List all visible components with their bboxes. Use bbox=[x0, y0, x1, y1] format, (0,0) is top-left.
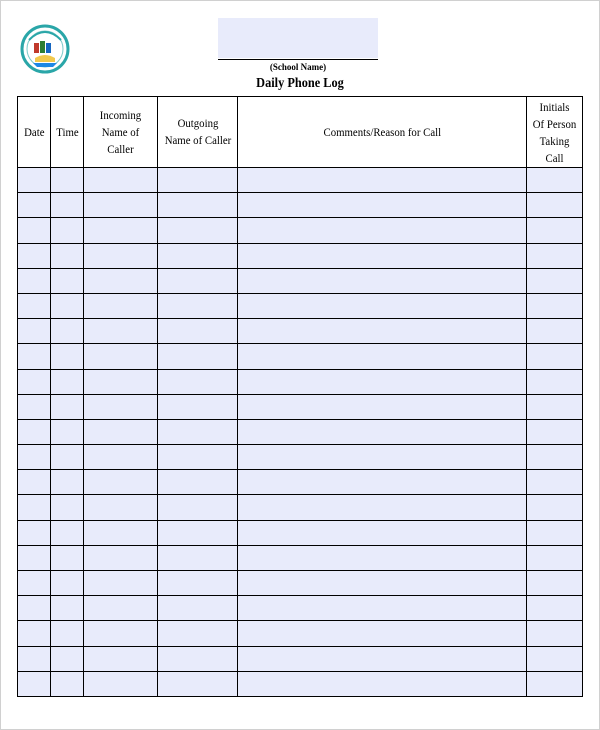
incoming-caller-cell[interactable] bbox=[84, 419, 158, 444]
comments-cell[interactable] bbox=[238, 243, 527, 268]
outgoing-caller-cell[interactable] bbox=[158, 369, 238, 394]
table-row bbox=[18, 243, 583, 268]
incoming-caller-cell[interactable] bbox=[84, 319, 158, 344]
initials-cell[interactable] bbox=[527, 319, 583, 344]
column-header-comments: Comments/Reason for Call bbox=[238, 97, 527, 168]
initials-cell[interactable] bbox=[527, 571, 583, 596]
initials-cell[interactable] bbox=[527, 369, 583, 394]
date-cell[interactable] bbox=[18, 621, 51, 646]
school-name-field[interactable] bbox=[218, 18, 378, 58]
page-title: Daily Phone Log bbox=[256, 76, 344, 91]
date-cell[interactable] bbox=[18, 646, 51, 671]
outgoing-caller-cell[interactable] bbox=[158, 243, 238, 268]
date-cell[interactable] bbox=[18, 394, 51, 419]
date-cell[interactable] bbox=[18, 193, 51, 218]
table-row bbox=[18, 319, 583, 344]
incoming-caller-cell[interactable] bbox=[84, 369, 158, 394]
comments-cell[interactable] bbox=[238, 520, 527, 545]
date-cell[interactable] bbox=[18, 520, 51, 545]
outgoing-caller-cell[interactable] bbox=[158, 445, 238, 470]
comments-cell[interactable] bbox=[238, 571, 527, 596]
time-cell[interactable] bbox=[51, 319, 84, 344]
outgoing-caller-cell[interactable] bbox=[158, 419, 238, 444]
date-cell[interactable] bbox=[18, 319, 51, 344]
table-row bbox=[18, 596, 583, 621]
comments-cell[interactable] bbox=[238, 293, 527, 318]
comments-cell[interactable] bbox=[238, 495, 527, 520]
table-row bbox=[18, 293, 583, 318]
time-cell[interactable] bbox=[51, 646, 84, 671]
outgoing-caller-cell[interactable] bbox=[158, 293, 238, 318]
time-cell[interactable] bbox=[51, 243, 84, 268]
time-cell[interactable] bbox=[51, 193, 84, 218]
time-cell[interactable] bbox=[51, 445, 84, 470]
initials-cell[interactable] bbox=[527, 621, 583, 646]
outgoing-caller-cell[interactable] bbox=[158, 621, 238, 646]
initials-cell[interactable] bbox=[527, 596, 583, 621]
table-row bbox=[18, 394, 583, 419]
incoming-caller-cell[interactable] bbox=[84, 293, 158, 318]
outgoing-caller-cell[interactable] bbox=[158, 596, 238, 621]
time-cell[interactable] bbox=[51, 495, 84, 520]
incoming-caller-cell[interactable] bbox=[84, 545, 158, 570]
time-cell[interactable] bbox=[51, 571, 84, 596]
initials-cell[interactable] bbox=[527, 293, 583, 318]
initials-cell[interactable] bbox=[527, 344, 583, 369]
time-cell[interactable] bbox=[51, 394, 84, 419]
time-cell[interactable] bbox=[51, 671, 84, 696]
incoming-caller-cell[interactable] bbox=[84, 596, 158, 621]
header-row bbox=[18, 97, 583, 168]
comments-cell[interactable] bbox=[238, 445, 527, 470]
outgoing-caller-cell[interactable] bbox=[158, 571, 238, 596]
table-row bbox=[18, 470, 583, 495]
table-row bbox=[18, 344, 583, 369]
incoming-caller-cell[interactable] bbox=[84, 470, 158, 495]
initials-cell[interactable] bbox=[527, 218, 583, 243]
time-cell[interactable] bbox=[51, 520, 84, 545]
comments-cell[interactable] bbox=[238, 419, 527, 444]
initials-cell[interactable] bbox=[527, 646, 583, 671]
initials-cell[interactable] bbox=[527, 545, 583, 570]
date-cell[interactable] bbox=[18, 293, 51, 318]
incoming-caller-cell[interactable] bbox=[84, 646, 158, 671]
outgoing-caller-cell[interactable] bbox=[158, 520, 238, 545]
date-cell[interactable] bbox=[18, 671, 51, 696]
date-cell[interactable] bbox=[18, 470, 51, 495]
outgoing-caller-cell[interactable] bbox=[158, 495, 238, 520]
comments-cell[interactable] bbox=[238, 369, 527, 394]
comments-cell[interactable] bbox=[238, 646, 527, 671]
date-cell[interactable] bbox=[18, 419, 51, 444]
initials-cell[interactable] bbox=[527, 520, 583, 545]
initials-cell[interactable] bbox=[527, 470, 583, 495]
column-header-date: Date bbox=[18, 97, 51, 168]
table-row bbox=[18, 218, 583, 243]
comments-cell[interactable] bbox=[238, 394, 527, 419]
initials-cell[interactable] bbox=[527, 671, 583, 696]
incoming-caller-cell[interactable] bbox=[84, 218, 158, 243]
time-cell[interactable] bbox=[51, 369, 84, 394]
time-cell[interactable] bbox=[51, 621, 84, 646]
table-row bbox=[18, 671, 583, 696]
incoming-caller-cell[interactable] bbox=[84, 243, 158, 268]
outgoing-caller-cell[interactable] bbox=[158, 394, 238, 419]
outgoing-caller-cell[interactable] bbox=[158, 218, 238, 243]
initials-cell[interactable] bbox=[527, 268, 583, 293]
school-name-label: (School Name) bbox=[269, 62, 327, 72]
comments-cell[interactable] bbox=[238, 319, 527, 344]
initials-cell[interactable] bbox=[527, 495, 583, 520]
outgoing-caller-cell[interactable] bbox=[158, 671, 238, 696]
date-cell[interactable] bbox=[18, 495, 51, 520]
table-row bbox=[18, 268, 583, 293]
outgoing-caller-cell[interactable] bbox=[158, 344, 238, 369]
initials-cell[interactable] bbox=[527, 193, 583, 218]
comments-cell[interactable] bbox=[238, 470, 527, 495]
table-row bbox=[18, 545, 583, 570]
incoming-caller-cell[interactable] bbox=[84, 621, 158, 646]
incoming-caller-cell[interactable] bbox=[84, 495, 158, 520]
table-row bbox=[18, 168, 583, 193]
comments-cell[interactable] bbox=[238, 218, 527, 243]
date-cell[interactable] bbox=[18, 168, 51, 193]
column-header-incoming-caller: Incoming Name of Caller bbox=[84, 97, 158, 168]
time-cell[interactable] bbox=[51, 419, 84, 444]
log-rows bbox=[18, 168, 583, 697]
phone-log-table bbox=[17, 96, 583, 697]
incoming-caller-cell[interactable] bbox=[84, 445, 158, 470]
date-cell[interactable] bbox=[18, 243, 51, 268]
initials-cell[interactable] bbox=[527, 445, 583, 470]
table-row bbox=[18, 646, 583, 671]
outgoing-caller-cell[interactable] bbox=[158, 319, 238, 344]
date-cell[interactable] bbox=[18, 445, 51, 470]
comments-cell[interactable] bbox=[238, 268, 527, 293]
incoming-caller-cell[interactable] bbox=[84, 168, 158, 193]
incoming-caller-cell[interactable] bbox=[84, 268, 158, 293]
time-cell[interactable] bbox=[51, 293, 84, 318]
table-row bbox=[18, 193, 583, 218]
date-cell[interactable] bbox=[18, 268, 51, 293]
initials-cell[interactable] bbox=[527, 419, 583, 444]
table-row bbox=[18, 520, 583, 545]
outgoing-caller-cell[interactable] bbox=[158, 268, 238, 293]
column-header-initials: Initials Of Person Taking Call bbox=[527, 97, 583, 168]
time-cell[interactable] bbox=[51, 268, 84, 293]
outgoing-caller-cell[interactable] bbox=[158, 193, 238, 218]
table-row bbox=[18, 621, 583, 646]
school-name-underline bbox=[218, 59, 378, 60]
comments-cell[interactable] bbox=[238, 344, 527, 369]
time-cell[interactable] bbox=[51, 168, 84, 193]
date-cell[interactable] bbox=[18, 596, 51, 621]
comments-cell[interactable] bbox=[238, 596, 527, 621]
initials-cell[interactable] bbox=[527, 243, 583, 268]
date-cell[interactable] bbox=[18, 344, 51, 369]
comments-cell[interactable] bbox=[238, 671, 527, 696]
comments-cell[interactable] bbox=[238, 545, 527, 570]
date-cell[interactable] bbox=[18, 369, 51, 394]
table-row bbox=[18, 495, 583, 520]
outgoing-caller-cell[interactable] bbox=[158, 470, 238, 495]
school-seal-logo bbox=[20, 16, 70, 86]
comments-cell[interactable] bbox=[238, 168, 527, 193]
incoming-caller-cell[interactable] bbox=[84, 671, 158, 696]
date-cell[interactable] bbox=[18, 571, 51, 596]
incoming-caller-cell[interactable] bbox=[84, 394, 158, 419]
time-cell[interactable] bbox=[51, 470, 84, 495]
incoming-caller-cell[interactable] bbox=[84, 571, 158, 596]
outgoing-caller-cell[interactable] bbox=[158, 545, 238, 570]
incoming-caller-cell[interactable] bbox=[84, 344, 158, 369]
date-cell[interactable] bbox=[18, 545, 51, 570]
time-cell[interactable] bbox=[51, 218, 84, 243]
time-cell[interactable] bbox=[51, 344, 84, 369]
initials-cell[interactable] bbox=[527, 168, 583, 193]
initials-cell[interactable] bbox=[527, 394, 583, 419]
comments-cell[interactable] bbox=[238, 621, 527, 646]
table-row bbox=[18, 571, 583, 596]
table-row bbox=[18, 369, 583, 394]
date-cell[interactable] bbox=[18, 218, 51, 243]
time-cell[interactable] bbox=[51, 596, 84, 621]
outgoing-caller-cell[interactable] bbox=[158, 168, 238, 193]
time-cell[interactable] bbox=[51, 545, 84, 570]
table-row bbox=[18, 419, 583, 444]
table-row bbox=[18, 445, 583, 470]
outgoing-caller-cell[interactable] bbox=[158, 646, 238, 671]
comments-cell[interactable] bbox=[238, 193, 527, 218]
incoming-caller-cell[interactable] bbox=[84, 193, 158, 218]
column-header-time: Time bbox=[51, 97, 84, 168]
incoming-caller-cell[interactable] bbox=[84, 520, 158, 545]
column-header-outgoing-caller: Outgoing Name of Caller bbox=[158, 97, 238, 168]
